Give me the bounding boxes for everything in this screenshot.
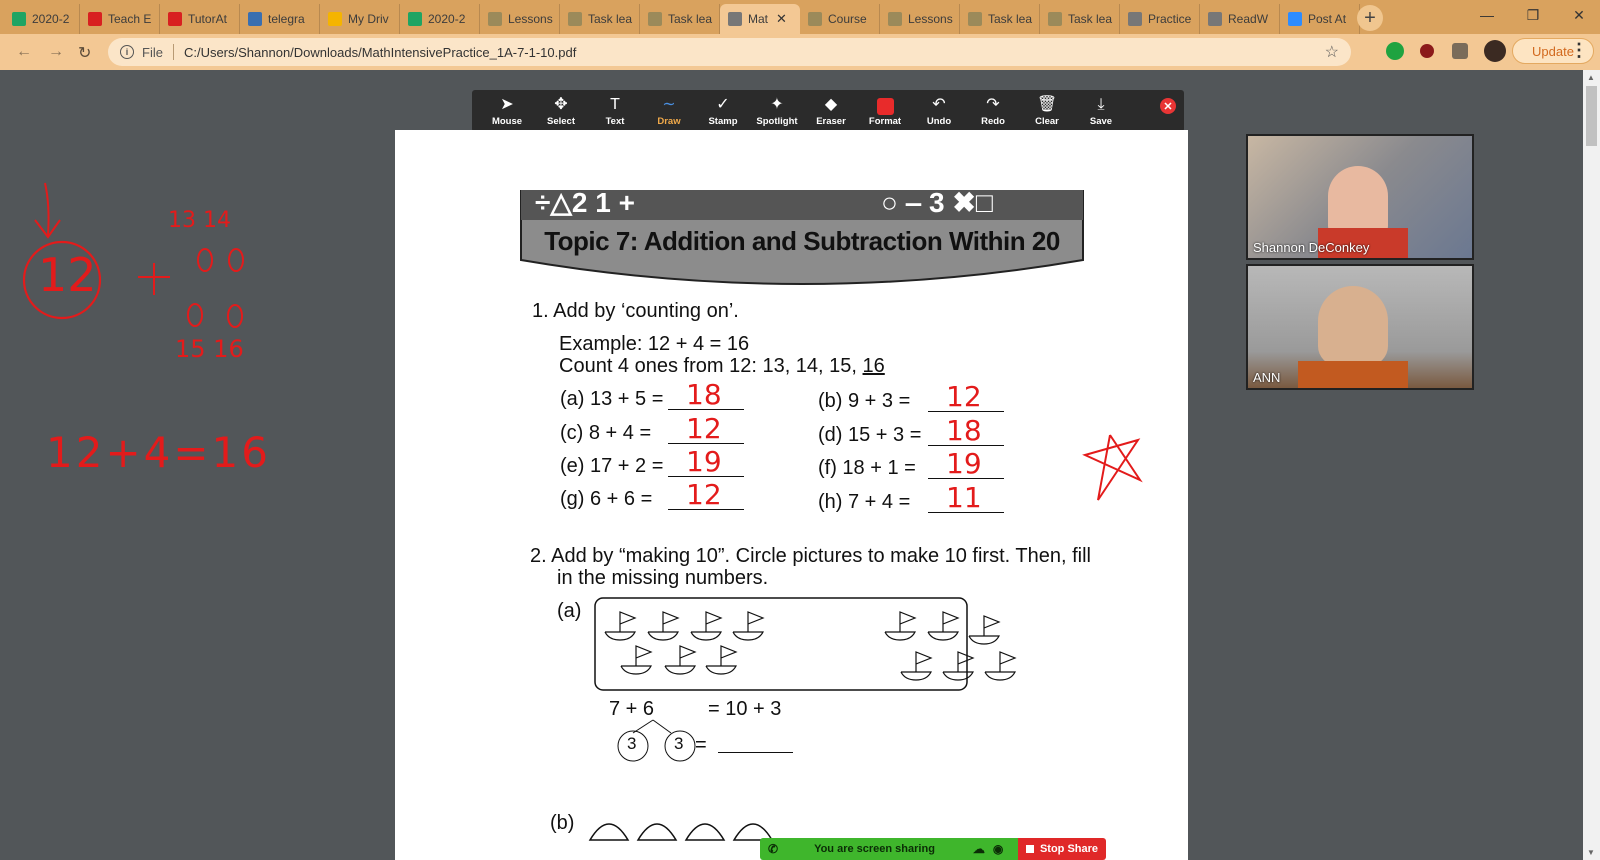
browser-tab[interactable] [960,4,1040,34]
star-drawing [1080,430,1150,505]
boat-icon [928,612,958,640]
address-url: C:/Users/Shannon/Downloads/MathIntensivePractice_1A-7-1-10.pdf [183,44,577,60]
eraser-icon: ◆ [824,96,838,113]
share-drag-icon[interactable]: ✆ [768,842,779,856]
boat-icon [733,612,763,640]
sheets-icon [408,12,422,26]
q2-part-a: (a) [557,600,582,622]
eq-right: = 10 + 3 [708,698,782,720]
handwritten-answer: 18 [946,414,982,447]
banner-title: Topic 7: Addition and Subtraction Within 20 [544,226,1060,256]
browser-tab[interactable] [800,4,880,34]
handwritten-answer: 11 [946,481,982,514]
eq-blank-line[interactable] [718,752,793,753]
spotlight-icon: ✦ [770,96,784,113]
wb-circled-number: 12 [38,248,97,302]
close-window-icon[interactable]: ✕ [1573,6,1585,23]
tool-label: Undo [926,116,952,127]
participant-name: ANN [1253,370,1281,385]
share-status: You are screen sharing [814,843,935,855]
tool-label: Mouse [491,116,523,127]
browser-tab[interactable] [1120,4,1200,34]
tool-label: Draw [657,116,681,127]
lesson-icon [968,12,982,26]
tool-label: Redo [981,116,1005,127]
update-button[interactable]: Update [1512,38,1594,64]
tool-text[interactable] [588,90,642,132]
q1-count-line: Count 4 ones from 12: 13, 14, 15, 16 [559,355,885,377]
handwritten-answer: 18 [686,378,722,411]
topic-banner [519,187,1085,290]
tool-label: Format [868,115,902,127]
browser-tab[interactable] [400,4,480,34]
browser-tab[interactable] [880,4,960,34]
exercise-label: (d) 15 + 3 = [818,424,922,446]
save-icon: ⤓ [1097,96,1105,113]
close-tab-icon[interactable]: ✕ [776,11,787,26]
handwritten-answer: 12 [686,478,722,511]
exercise-label: (b) 9 + 3 = [818,390,911,412]
redo-icon: ↷ [986,96,1000,113]
scrollbar[interactable] [1583,70,1600,860]
browser-tab[interactable] [240,4,320,34]
tab-label: Task lea [668,12,713,26]
exercise-label: (h) 7 + 4 = [818,491,911,513]
q1-example: Example: 12 + 4 = 16 [559,333,750,355]
browser-tab[interactable] [4,4,80,34]
tab-label: Practice [1148,12,1192,26]
globe-icon [728,12,742,26]
address-bar[interactable] [108,38,1351,66]
browser-tab[interactable] [640,4,720,34]
trash-icon: 🗑 [1036,96,1058,113]
format-icon [877,98,894,115]
drive-icon [328,12,342,26]
puzzle-icon[interactable] [1452,43,1468,59]
q2-part-b: (b) [550,812,575,834]
wb-equation: 12+4=16 [46,428,271,477]
address-scheme: File [142,44,163,60]
browser-tab[interactable] [320,4,400,34]
tab-label: Mat [748,12,769,26]
tool-save[interactable] [1074,90,1128,132]
tool-clear[interactable] [1020,90,1074,132]
teach-icon [88,12,102,26]
tool-undo[interactable] [912,90,966,132]
bond-2: 3 [674,734,684,753]
tool-mouse[interactable] [480,90,534,132]
boat-icon [943,652,973,680]
tool-label: Text [605,116,625,127]
browser-tab[interactable] [1200,4,1280,34]
tab-label: Task lea [588,12,633,26]
boat-icon [901,652,931,680]
zoom-icon [1288,12,1302,26]
q2-title: 2. Add by “making 10”. Circle pictures to make 10 first. Then, fill [530,545,1091,567]
boat-icon [605,612,635,640]
handwritten-answer: 19 [946,447,982,480]
check-icon: ✓ [716,96,730,113]
tab-label: Lessons [508,12,553,26]
browser-tab[interactable] [160,4,240,34]
boat-icon [985,652,1015,680]
lesson-icon [1048,12,1062,26]
cloud-icon[interactable]: ☁ [972,842,985,856]
shield-icon[interactable]: ◉ [992,842,1004,856]
lesson-icon [568,12,582,26]
boat-icon [706,646,736,674]
tutor-icon [168,12,182,26]
browser-tab[interactable] [80,4,160,34]
menu-icon[interactable]: ⋮ [1570,40,1588,60]
wb-top-numbers: 13 14 [168,208,231,233]
tab-label: telegra [268,12,305,26]
extension-green-icon[interactable] [1386,42,1404,60]
tab-label: 2020-2 [428,12,466,26]
draw-icon: ∼ [662,96,676,113]
banner-symbols-left: ÷△2 1 + [535,187,635,218]
lesson-icon [648,12,662,26]
boat-icon [621,646,651,674]
tool-redo[interactable] [966,90,1020,132]
video-tile-student[interactable] [1246,264,1474,390]
reload-icon[interactable]: ↻ [78,45,92,62]
video-tile-teacher[interactable] [1246,134,1474,260]
tab-label: Course [828,12,867,26]
participant-name: Shannon DeConkey [1253,240,1370,255]
browser-tab[interactable] [1040,4,1120,34]
handwritten-answer: 19 [686,445,722,478]
bond-1: 3 [627,734,637,753]
tab-label: Task lea [988,12,1033,26]
close-annotation-icon[interactable]: ✕ [1160,98,1176,114]
tool-format[interactable] [858,90,912,132]
lesson-icon [488,12,502,26]
tool-stamp[interactable] [696,90,750,132]
stop-share-button[interactable]: Stop Share [1018,838,1106,860]
browser-toolbar [0,34,1600,70]
text-icon: T [610,96,620,113]
bookmark-star-icon[interactable]: ☆ [1324,44,1339,61]
tab-label: Post At [1308,12,1347,26]
lesson-icon [888,12,902,26]
browser-tab[interactable] [1280,4,1360,34]
tab-label: Teach E [108,12,152,26]
tab-label: 2020-2 [32,12,70,26]
forward-icon[interactable]: → [48,43,64,60]
tool-select[interactable] [534,90,588,132]
tab-label: My Driv [348,12,389,26]
teacher-avatar [1328,166,1388,236]
q2-title-2: in the missing numbers. [557,567,769,589]
handwritten-answer: 12 [686,412,722,445]
stop-icon [1026,845,1034,853]
boats-illustration [593,596,1043,696]
boat-icon [665,646,695,674]
exercise-label: (g) 6 + 6 = [560,488,653,510]
tab-label: Task lea [1068,12,1113,26]
eq-blank: = [695,734,707,756]
tool-label: Clear [1035,116,1059,127]
scroll-up-icon[interactable]: ▲ [1587,73,1595,82]
annotation-toolbar [472,90,1184,132]
wb-bottom-numbers: 15 16 [175,335,244,363]
tool-label: Stamp [708,116,738,127]
undo-icon: ↶ [932,96,946,113]
tab-label: ReadW [1228,12,1269,26]
globe-icon [1128,12,1142,26]
tool-draw[interactable] [642,90,696,132]
sheets-icon [12,12,26,26]
tool-label: Spotlight [756,116,798,127]
restore-icon[interactable]: ❐ [1526,6,1540,23]
exercise-label: (f) 18 + 1 = [818,457,916,479]
boat-icon [885,612,915,640]
pdf-page [395,130,1188,860]
banner-symbols-right: ○ ‒ 3 ✖□ [881,187,993,218]
handwritten-answer: 12 [946,380,982,413]
browser-tab[interactable] [560,4,640,34]
exercise-label: (a) 13 + 5 = [560,388,664,410]
tool-spotlight[interactable] [750,90,804,132]
exercise-label: (c) 8 + 4 = [560,422,652,444]
tool-eraser[interactable] [804,90,858,132]
minimize-icon[interactable]: — [1480,7,1494,23]
ublock-icon[interactable] [1420,44,1434,58]
browser-tab[interactable] [480,4,560,34]
tab-label: Lessons [908,12,953,26]
boat-icon [691,612,721,640]
scroll-thumb[interactable] [1586,86,1597,146]
boat-icon [969,616,999,644]
back-icon[interactable]: ← [16,43,32,60]
browser-tab[interactable] [720,4,800,34]
tab-label: TutorAt [188,12,227,26]
telegraph-icon [248,12,262,26]
move-icon: ✥ [554,96,568,113]
boat-icon [648,612,678,640]
q1-title: 1. Add by ‘counting on’. [532,300,739,322]
globe-icon [1208,12,1222,26]
tool-label: Select [547,116,575,127]
exercise-label: (e) 17 + 2 = [560,455,664,477]
eq-left: 7 + 6 [609,698,655,720]
info-icon[interactable]: i [120,45,134,59]
scroll-down-icon[interactable]: ▼ [1587,848,1595,857]
student-avatar [1318,286,1388,366]
new-tab-button[interactable]: + [1357,5,1383,31]
lesson-icon [808,12,822,26]
tool-label: Save [1089,116,1113,127]
tool-label: Eraser [816,116,846,127]
cursor-icon: ➤ [500,96,514,113]
q1-count-last: 16 [862,355,885,377]
screen-sharing-bar[interactable] [760,838,1018,860]
profile-avatar[interactable] [1484,40,1506,62]
